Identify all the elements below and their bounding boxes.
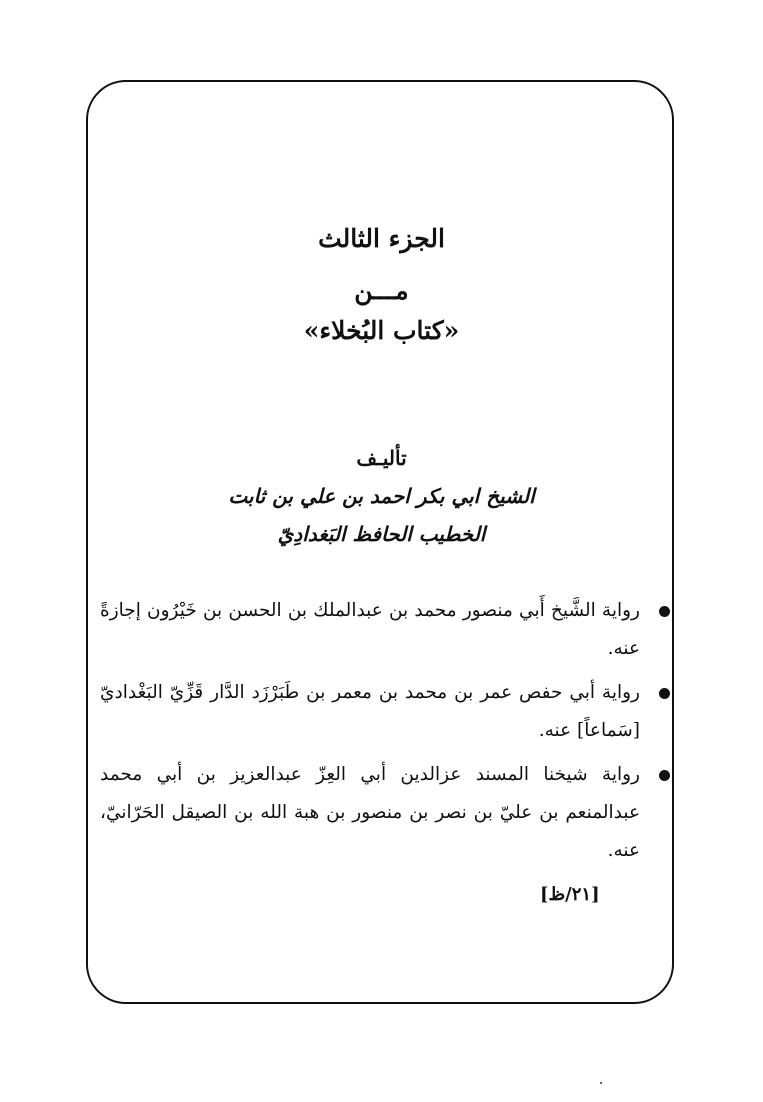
author-epithet: الخطيب الحافظ البَغدادِيّ xyxy=(277,522,486,546)
transmission-text: رواية أبي حفص عمر بن محمد بن معمر بن طَبَرْزَد الدَّار قَزِّيّ البَغْداديّ [سَماعاً] عنه. xyxy=(100,682,640,741)
book-title: «كتاب البُخلاء» xyxy=(303,316,460,345)
part-title: الجزء الثالث xyxy=(318,224,445,253)
folio-reference: [٢١/ظ] xyxy=(540,884,600,905)
transmission-list xyxy=(100,592,670,876)
transmission-text: رواية شيخنا المسند عزالدين أبي العِزّ عبدالعزيز بن أبي محمد عبدالمنعم بن عليّ بن نصر بن منصور بن هبة الله بن الصيقل الحَرّانيّ، عنه. xyxy=(100,764,640,861)
transmission-item xyxy=(100,756,670,870)
authorship-heading: تأليـف xyxy=(356,446,407,470)
scan-speck xyxy=(600,1082,602,1084)
bullet-icon xyxy=(659,770,670,781)
transmission-item xyxy=(100,592,670,668)
transmission-text: رواية الشَّيخ أَبي منصور محمد بن عبدالملك بن الحسن بن خَيْرُون إجازةً عنه. xyxy=(100,600,640,659)
author-name: الشيخ ابي بكر احمد بن علي بن ثابت xyxy=(228,484,535,508)
bullet-icon xyxy=(659,606,670,617)
part-title-from: مـــن xyxy=(354,276,409,305)
bullet-icon xyxy=(659,688,670,699)
transmission-item xyxy=(100,674,670,750)
